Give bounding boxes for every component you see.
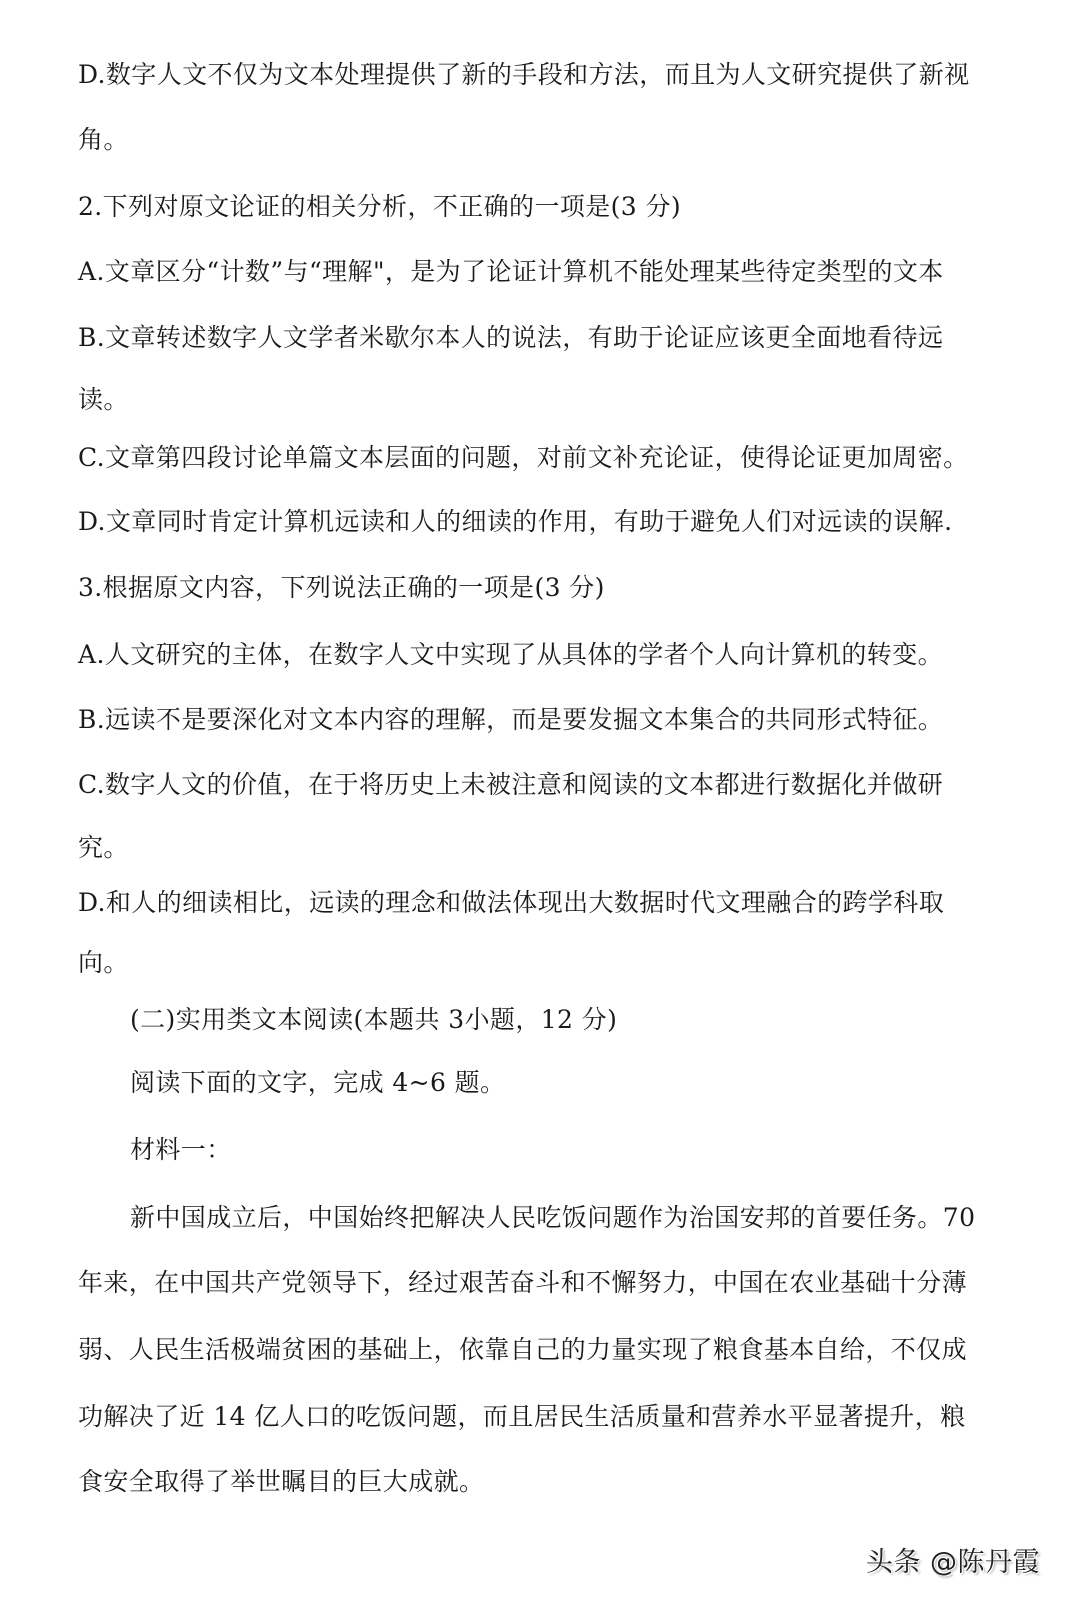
section-2-instruction: 阅读下面的文字，完成 4~6 题。 [130, 1068, 506, 1097]
question-2-option-b-line1: B.文章转述数字人文学者米歇尔本人的说法，有助于论证应该更全面地看待远 [78, 323, 944, 352]
question-2-option-a: A.文章区分“计数”与“理解"，是为了论证计算机不能处理某些待定类型的文本 [78, 257, 944, 286]
question-3-option-d-line2: 向。 [78, 948, 129, 977]
material-paragraph-line1: 新中国成立后，中国始终把解决人民吃饭问题作为治国安邦的首要任务。70 [130, 1203, 976, 1232]
q1-option-d-line2: 角。 [78, 125, 129, 154]
question-2-option-d: D.文章同时肯定计算机远读和人的细读的作用，有助于避免人们对远读的误解. [78, 507, 953, 536]
question-3-option-d-line1: D.和人的细读相比，远读的理念和做法体现出大数据时代文理融合的跨学科取 [78, 888, 945, 917]
question-3-option-b: B.远读不是要深化对文本内容的理解，而是要发掘文本集合的共同形式特征。 [78, 705, 944, 734]
question-2-option-c: C.文章第四段讨论单篇文本层面的问题，对前文补充论证，使得论证更加周密。 [78, 443, 969, 472]
question-2-stem: 2.下列对原文论证的相关分析，不正确的一项是(3 分) [78, 192, 682, 221]
question-3-option-c-line1: C.数字人文的价值，在于将历史上未被注意和阅读的文本都进行数据化并做研 [78, 770, 944, 799]
watermark: 头条 @陈丹霞 [865, 1547, 1040, 1578]
q1-option-d-line1: D.数字人文不仅为文本处理提供了新的手段和方法，而且为人文研究提供了新视 [78, 60, 970, 89]
material-paragraph-line2: 年来，在中国共产党领导下，经过艰苦奋斗和不懈努力，中国在农业基础十分薄 [78, 1268, 968, 1297]
material-paragraph-line5: 食安全取得了举世瞩目的巨大成就。 [78, 1467, 485, 1496]
question-3-stem: 3.根据原文内容，下列说法正确的一项是(3 分) [78, 573, 605, 602]
question-2-option-b-line2: 读。 [78, 385, 129, 414]
material-paragraph-line4: 功解决了近 14 亿人口的吃饭问题，而且居民生活质量和营养水平显著提升，粮 [78, 1402, 966, 1431]
question-3-option-c-line2: 究。 [78, 833, 129, 862]
question-3-option-a: A.人文研究的主体，在数字人文中实现了从具体的学者个人向计算机的转变。 [78, 640, 944, 669]
material-paragraph-line3: 弱、人民生活极端贫困的基础上，依靠自己的力量实现了粮食基本自给，不仅成 [78, 1335, 968, 1364]
section-2-heading: (二)实用类文本阅读(本题共 3小题，12 分) [130, 1005, 618, 1034]
material-1-label: 材料一： [130, 1135, 232, 1164]
